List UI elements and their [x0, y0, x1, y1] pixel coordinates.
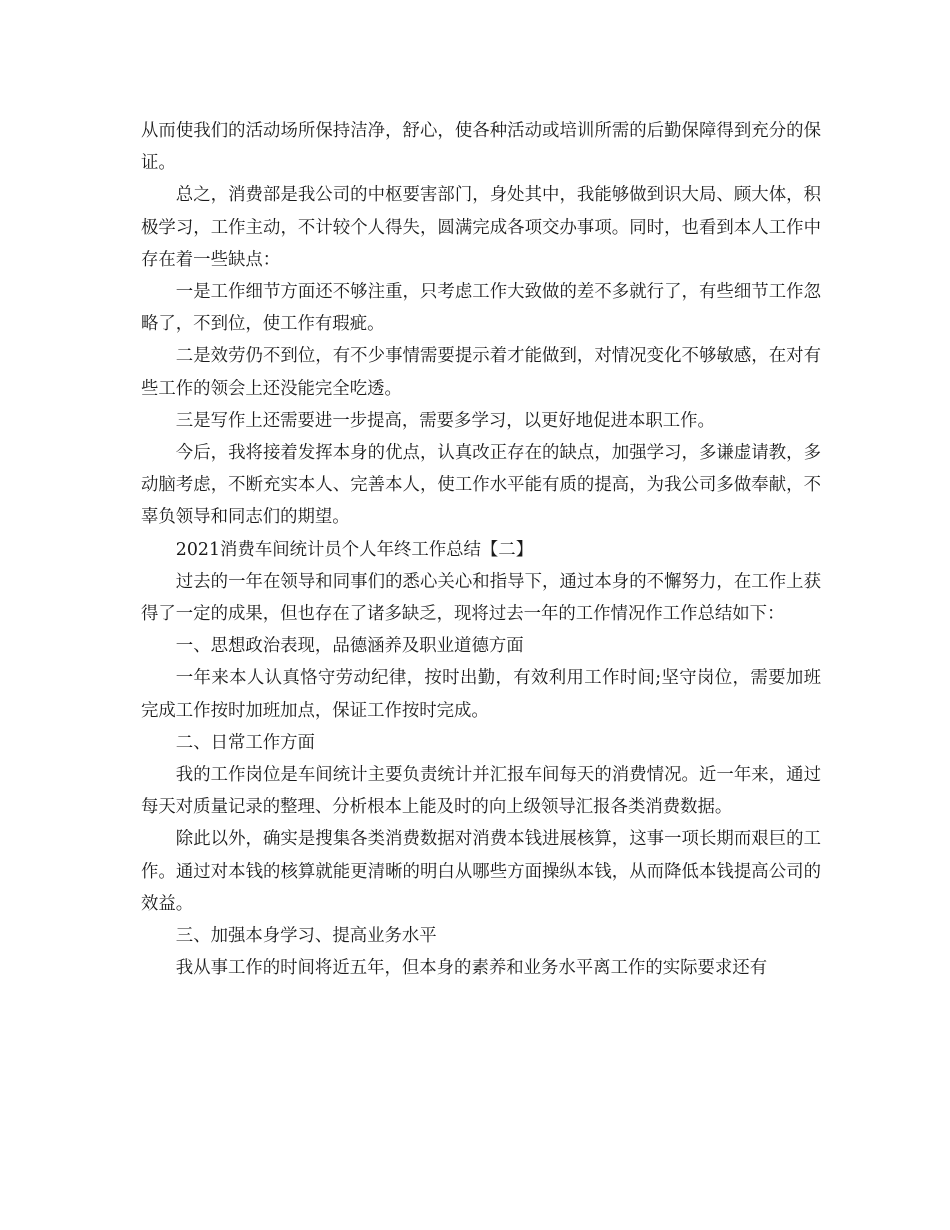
paragraph-job-duty: 我的工作岗位是车间统计主要负责统计并汇报车间每天的消费情况。近一年来，通过每天对质量记录的整理、分析根本上能及时的向上级领导汇报各类消费数据。 [141, 765, 821, 818]
section-title: 2021消费车间统计员个人年终工作总结【二】 [175, 539, 534, 560]
paragraph-cost-accounting: 除此以外，确实是搜集各类消费数据对消费本钱进展核算，这事一项长期而艰巨的工作。通过对本钱的核算就能更清晰的明白从哪些方面操纵本钱，从而降低本钱提高公司的效益。 [141, 829, 821, 914]
paragraph-continuation: 从而使我们的活动场所保持洁净，舒心，使各种活动或培训所需的后勤保障得到充分的保证。 [141, 121, 821, 174]
paragraph-shortcoming-2: 二是效劳仍不到位，有不少事情需要提示着才能做到，对情况变化不够敏感，在对有些工作的领会上还没能完全吃透。 [141, 346, 821, 399]
paragraph-experience: 我从事工作的时间将近五年，但本身的素养和业务水平离工作的实际要求还有 [175, 958, 768, 979]
document-body [141, 115, 821, 984]
paragraph-shortcoming-3: 三是写作上还需要进一步提高，需要多学习，以更好地促进本职工作。 [175, 410, 715, 431]
paragraph-shortcoming-1: 一是工作细节方面还不够注重，只考虑工作大致做的差不多就行了，有些细节工作忽略了，不到位，使工作有瑕疵。 [141, 282, 821, 335]
paragraph-discipline: 一年来本人认真恪守劳动纪律，按时出勤，有效利用工作时间;坚守岗位，需要加班完成工作按时加班加点，保证工作按时完成。 [141, 668, 821, 721]
heading-self-study: 三、加强本身学习、提高业务水平 [175, 926, 437, 947]
paragraph-intro: 过去的一年在领导和同事们的悉心关心和指导下，通过本身的不懈努力，在工作上获得了一定的成果，但也存在了诸多缺乏，现将过去一年的工作情况作工作总结如下： [141, 571, 821, 625]
heading-daily-work: 二、日常工作方面 [175, 732, 315, 753]
heading-political: 一、思想政治表现，品德涵养及职业道德方面 [175, 636, 524, 657]
paragraph-summary: 总之，消费部是我公司的中枢要害部门，身处其中，我能够做到识大局、顾大体，积极学习，工作主动，不计较个人得失，圆满完成各项交办事项。同时，也看到本人工作中存在着一些缺点： [141, 185, 821, 270]
paragraph-future-plan: 今后，我将接着发挥本身的优点，认真改正存在的缺点，加强学习，多谦虚请教，多动脑考虑，不断充实本人、完善本人，使工作水平能有质的提高，为我公司多做奉献，不辜负领导和同志们的期望。 [141, 443, 821, 528]
